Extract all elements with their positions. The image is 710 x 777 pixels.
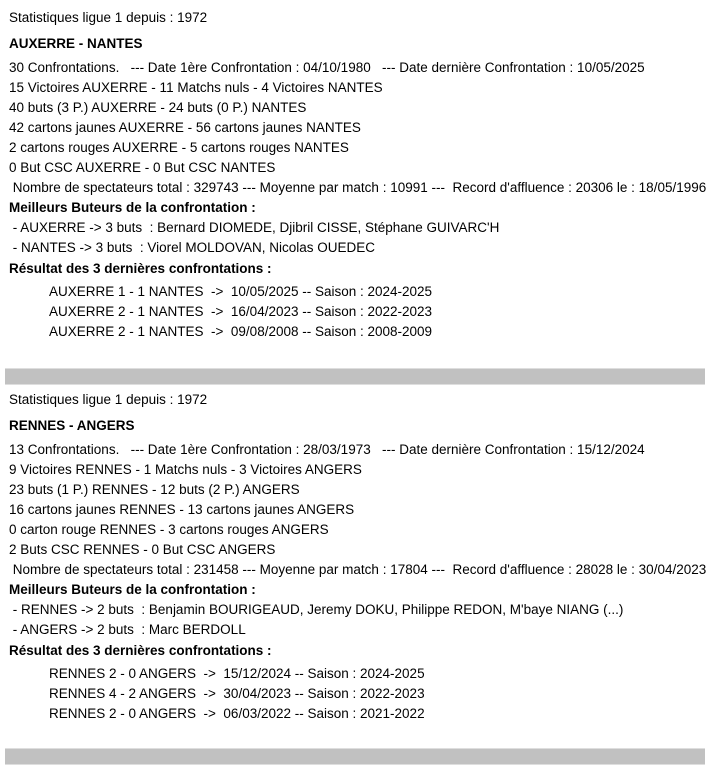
- stat-line-confrontations: 30 Confrontations. --- Date 1ère Confrontation : 04/10/1980 --- Date dernière Confrontation : 10/05/2025: [9, 60, 645, 75]
- scorer-line-away: - ANGERS -> 2 buts : Marc BERDOLL: [9, 622, 246, 637]
- scorer-line-away: - NANTES -> 3 buts : Viorel MOLDOVAN, Nicolas OUEDEC: [9, 240, 375, 255]
- results-list: [0, 664, 710, 724]
- league-note: Statistiques ligue 1 depuis : 1972: [9, 10, 208, 25]
- stat-line-victories: 15 Victoires AUXERRE - 11 Matchs nuls - 4 Victoires NANTES: [9, 80, 383, 95]
- results-heading: Résultat des 3 dernières confrontations :: [9, 643, 272, 658]
- league-note: Statistiques ligue 1 depuis : 1972: [9, 392, 208, 407]
- result-line: AUXERRE 2 - 1 NANTES -> 16/04/2023 -- Saison : 2022-2023: [49, 304, 433, 319]
- stat-line-victories: 9 Victoires RENNES - 1 Matchs nuls - 3 Victoires ANGERS: [9, 462, 362, 477]
- confrontation-section-rennes-angers: [0, 390, 710, 724]
- section-title: RENNES - ANGERS: [9, 418, 135, 433]
- scorers-heading: Meilleurs Buteurs de la confrontation :: [9, 582, 256, 597]
- stat-line-confrontations: 13 Confrontations. --- Date 1ère Confrontation : 28/03/1973 --- Date dernière Confrontation : 15/12/2024: [9, 442, 645, 457]
- stat-line-yellow-cards: 16 cartons jaunes RENNES - 13 cartons jaunes ANGERS: [9, 502, 355, 517]
- stat-line-red-cards: 2 cartons rouges AUXERRE - 5 cartons rouges NANTES: [9, 140, 349, 155]
- results-list: [0, 282, 710, 342]
- section-separator: [5, 748, 705, 765]
- stat-line-attendance: Nombre de spectateurs total : 329743 --- Moyenne par match : 10991 --- Record d'affluence : 20306 le : 18/05/1996: [9, 180, 707, 195]
- result-line: RENNES 2 - 0 ANGERS -> 06/03/2022 -- Saison : 2021-2022: [49, 706, 425, 721]
- result-line: AUXERRE 2 - 1 NANTES -> 09/08/2008 -- Saison : 2008-2009: [49, 324, 433, 339]
- scorer-line-home: - RENNES -> 2 buts : Benjamin BOURIGEAUD, Jeremy DOKU, Philippe REDON, M'baye NIANG (...): [9, 602, 624, 617]
- scorers-heading: Meilleurs Buteurs de la confrontation :: [9, 200, 256, 215]
- stat-line-own-goals: 0 But CSC AUXERRE - 0 But CSC NANTES: [9, 160, 276, 175]
- stat-line-red-cards: 0 carton rouge RENNES - 3 cartons rouges ANGERS: [9, 522, 329, 537]
- stat-line-attendance: Nombre de spectateurs total : 231458 --- Moyenne par match : 17804 --- Record d'affluence : 28028 le : 30/04/2023: [9, 562, 707, 577]
- result-line: AUXERRE 1 - 1 NANTES -> 10/05/2025 -- Saison : 2024-2025: [49, 284, 433, 299]
- result-line: RENNES 2 - 0 ANGERS -> 15/12/2024 -- Saison : 2024-2025: [49, 666, 425, 681]
- section-separator: [5, 368, 705, 385]
- stat-line-yellow-cards: 42 cartons jaunes AUXERRE - 56 cartons jaunes NANTES: [9, 120, 361, 135]
- stat-line-goals: 40 buts (3 P.) AUXERRE - 24 buts (0 P.) NANTES: [9, 100, 307, 115]
- stat-line-own-goals: 2 Buts CSC RENNES - 0 But CSC ANGERS: [9, 542, 276, 557]
- scorer-line-home: - AUXERRE -> 3 buts : Bernard DIOMEDE, Djibril CISSE, Stéphane GUIVARC'H: [9, 220, 500, 235]
- section-title: AUXERRE - NANTES: [9, 36, 143, 51]
- result-line: RENNES 4 - 2 ANGERS -> 30/04/2023 -- Saison : 2022-2023: [49, 686, 425, 701]
- results-heading: Résultat des 3 dernières confrontations :: [9, 261, 272, 276]
- stat-line-goals: 23 buts (1 P.) RENNES - 12 buts (2 P.) ANGERS: [9, 482, 300, 497]
- confrontation-section-auxerre-nantes: [0, 8, 710, 342]
